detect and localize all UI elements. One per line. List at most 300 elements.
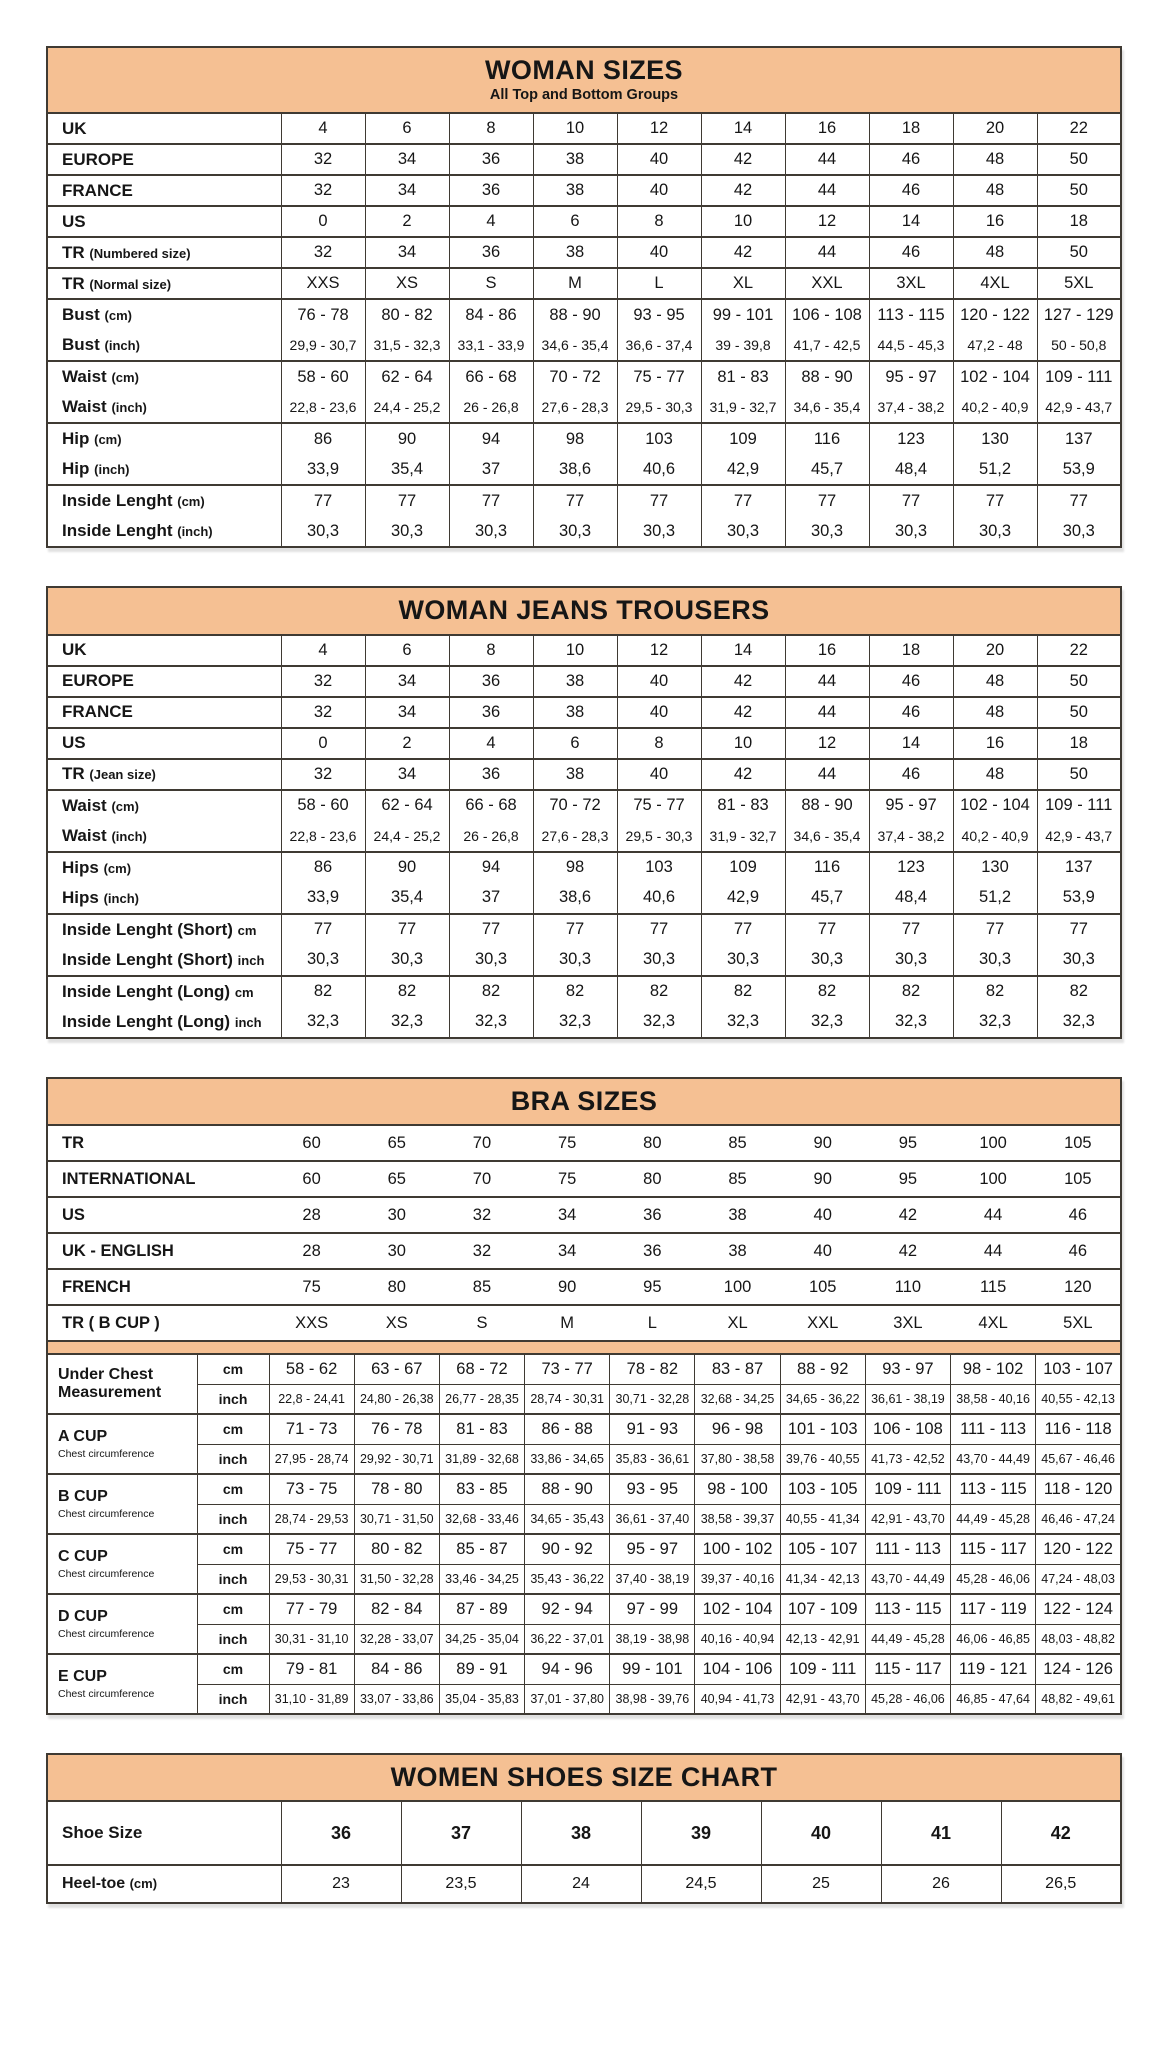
size-value-cell: 84 - 86	[354, 1654, 439, 1684]
row-label	[47, 976, 281, 1007]
size-value-cell: 24,5	[641, 1865, 761, 1903]
size-value-cell: 90	[525, 1269, 610, 1305]
size-value-cell: 30,3	[617, 516, 701, 547]
size-value-cell: 33,86 - 34,65	[525, 1444, 610, 1474]
size-value-cell: 77	[281, 485, 365, 516]
size-value-cell: 33,9	[281, 454, 365, 485]
row-label	[47, 361, 281, 392]
row-label-qualifier: (inch)	[111, 400, 147, 416]
row-label-qualifier: (inch)	[94, 462, 130, 478]
row-label	[47, 852, 281, 883]
size-value-cell: 36	[449, 759, 533, 790]
table-row	[47, 1197, 1121, 1233]
size-value-cell: 107 - 109	[780, 1594, 865, 1624]
size-value-cell: 45,7	[785, 454, 869, 485]
size-value-cell: 34,6 - 35,4	[533, 330, 617, 361]
size-value-cell: 47,24 - 48,03	[1036, 1564, 1121, 1594]
size-value-cell: 28,74 - 29,53	[269, 1504, 354, 1534]
size-value-cell: 29,92 - 30,71	[354, 1444, 439, 1474]
size-value-cell: 70 - 72	[533, 790, 617, 821]
row-label-text: Inside Lenght (Short)	[62, 949, 233, 969]
size-value-cell: 84 - 86	[449, 299, 533, 330]
size-value-cell: 32	[281, 237, 365, 268]
size-value-cell: 36	[610, 1197, 695, 1233]
size-value-cell: 36,6 - 37,4	[617, 330, 701, 361]
size-value-cell: L	[617, 268, 701, 299]
size-value-cell: XL	[695, 1305, 780, 1341]
size-value-cell: 30,3	[953, 516, 1037, 547]
table-title: WOMAN JEANS TROUSERS	[398, 595, 770, 626]
size-value-cell: 62 - 64	[365, 790, 449, 821]
size-value-cell: 48,4	[869, 454, 953, 485]
size-value-cell: 45,28 - 46,06	[865, 1684, 950, 1714]
row-label	[47, 330, 281, 361]
cup-sublabel: Chest circumference	[58, 1568, 155, 1581]
row-group	[47, 635, 1121, 666]
size-value-cell: 80	[354, 1269, 439, 1305]
size-value-cell: 77	[281, 914, 365, 945]
size-value-cell: 97 - 99	[610, 1594, 695, 1624]
row-label	[47, 790, 281, 821]
size-value-cell: 26 - 26,8	[449, 821, 533, 852]
size-value-cell: 105	[1036, 1125, 1121, 1161]
size-value-cell: 116 - 118	[1036, 1414, 1121, 1444]
cup-name: Under Chest Measurement	[58, 1365, 162, 1402]
size-value-cell: 37	[449, 883, 533, 914]
size-value-cell: 82 - 84	[354, 1594, 439, 1624]
size-value-cell: 32	[281, 144, 365, 175]
size-value-cell: 44	[951, 1197, 1036, 1233]
size-value-cell: 38,19 - 38,98	[610, 1624, 695, 1654]
size-value-cell: 51,2	[953, 883, 1037, 914]
row-label-text: Hips	[62, 887, 99, 907]
size-value-cell: 41,73 - 42,52	[865, 1444, 950, 1474]
row-label	[47, 299, 281, 330]
cup-sublabel: Chest circumference	[58, 1508, 155, 1521]
size-value-cell: 30,31 - 31,10	[269, 1624, 354, 1654]
size-value-cell: 95	[865, 1125, 950, 1161]
size-value-cell: 120	[1036, 1269, 1121, 1305]
row-group	[47, 485, 1121, 547]
size-value-cell: 12	[617, 113, 701, 144]
size-value-cell: 4	[449, 728, 533, 759]
size-value-cell: 77	[617, 914, 701, 945]
size-value-cell: 27,95 - 28,74	[269, 1444, 354, 1474]
size-value-cell: 29,9 - 30,7	[281, 330, 365, 361]
size-value-cell: 98 - 100	[695, 1474, 780, 1504]
size-value-cell: 20	[953, 113, 1037, 144]
size-value-cell: 42,9 - 43,7	[1037, 392, 1121, 423]
size-value-cell: 35,4	[365, 454, 449, 485]
size-value-cell: L	[610, 1305, 695, 1341]
size-value-cell: 10	[533, 635, 617, 666]
size-value-cell: 40,55 - 42,13	[1036, 1384, 1121, 1414]
size-value-cell: 14	[701, 635, 785, 666]
size-value-cell: 77	[365, 914, 449, 945]
table-row	[47, 392, 1121, 423]
size-value-cell: 30,3	[1037, 516, 1121, 547]
row-label-text: US	[62, 733, 86, 753]
row-group	[47, 728, 1121, 759]
size-value-cell: 34,6 - 35,4	[785, 392, 869, 423]
size-value-cell: 12	[785, 728, 869, 759]
row-label	[47, 1007, 281, 1038]
table-header	[47, 1754, 1121, 1801]
table-title-row	[47, 1754, 1121, 1801]
row-group	[47, 268, 1121, 299]
cup-inch-row	[47, 1564, 1121, 1594]
size-value-cell: 40	[780, 1233, 865, 1269]
unit-label-cm: cm	[197, 1534, 269, 1564]
size-value-cell: 77	[701, 914, 785, 945]
size-value-cell: 40	[617, 697, 701, 728]
size-value-cell: 46	[869, 697, 953, 728]
size-value-cell: 46	[869, 237, 953, 268]
size-value-cell: 8	[449, 635, 533, 666]
size-value-cell: 105	[780, 1269, 865, 1305]
size-value-cell: 12	[785, 206, 869, 237]
table-row	[47, 821, 1121, 852]
row-label-text: UK	[62, 640, 87, 660]
size-value-cell: 99 - 101	[610, 1654, 695, 1684]
size-value-cell: 24,4 - 25,2	[365, 821, 449, 852]
row-label	[47, 206, 281, 237]
size-value-cell: 8	[449, 113, 533, 144]
row-group	[47, 852, 1121, 914]
cup-sublabel: Chest circumference	[58, 1628, 155, 1641]
size-value-cell: 88 - 90	[785, 790, 869, 821]
size-value-cell: 86 - 88	[525, 1414, 610, 1444]
size-value-cell: 2	[365, 206, 449, 237]
size-value-cell: 116	[785, 423, 869, 454]
cup-sublabel: Chest circumference	[58, 1448, 155, 1461]
size-value-cell: 34	[365, 144, 449, 175]
size-value-cell: 111 - 113	[951, 1414, 1036, 1444]
size-value-cell: 76 - 78	[281, 299, 365, 330]
size-value-cell: 6	[533, 206, 617, 237]
size-value-cell: 81 - 83	[701, 790, 785, 821]
table-row	[47, 144, 1121, 175]
size-value-cell: 53,9	[1037, 883, 1121, 914]
size-value-cell: 88 - 90	[785, 361, 869, 392]
size-value-cell: 95 - 97	[869, 790, 953, 821]
size-value-cell: 44	[785, 759, 869, 790]
size-value-cell: 28	[269, 1233, 354, 1269]
table-row	[47, 1269, 1121, 1305]
row-label	[47, 454, 281, 485]
size-value-cell: 98 - 102	[951, 1354, 1036, 1384]
size-value-cell: 109 - 111	[1037, 361, 1121, 392]
size-value-cell: 46,06 - 46,85	[951, 1624, 1036, 1654]
size-value-cell: 77	[449, 485, 533, 516]
size-value-cell: 32,3	[701, 1007, 785, 1038]
row-group	[47, 237, 1121, 268]
row-label	[47, 113, 281, 144]
row-label-text: Hip	[62, 459, 90, 479]
size-value-cell: 82	[449, 976, 533, 1007]
row-label-qualifier: (cm)	[111, 798, 139, 814]
size-value-cell: 38	[533, 144, 617, 175]
table-row	[47, 697, 1121, 728]
size-value-cell: 42	[701, 144, 785, 175]
row-group	[47, 697, 1121, 728]
table-row	[47, 299, 1121, 330]
size-value-cell: 28,74 - 30,31	[525, 1384, 610, 1414]
size-value-cell: 82	[281, 976, 365, 1007]
row-label	[47, 1865, 281, 1903]
size-value-cell: 31,50 - 32,28	[354, 1564, 439, 1594]
size-value-cell: 39,76 - 40,55	[780, 1444, 865, 1474]
size-value-cell: 80	[610, 1125, 695, 1161]
row-label-qualifier: (Normal size)	[89, 276, 172, 292]
size-value-cell: 77	[1037, 485, 1121, 516]
size-value-cell: 86	[281, 423, 365, 454]
size-value-cell: 42,91 - 43,70	[780, 1684, 865, 1714]
cup-inch-row	[47, 1444, 1121, 1474]
size-value-cell: 83 - 85	[439, 1474, 524, 1504]
table-header	[47, 1078, 1121, 1125]
size-value-cell: 30,3	[869, 516, 953, 547]
size-value-cell: 42,9	[701, 454, 785, 485]
size-value-cell: 93 - 95	[617, 299, 701, 330]
size-value-cell: 20	[953, 635, 1037, 666]
cup-name: B CUP	[58, 1487, 108, 1505]
size-value-cell: 40	[617, 237, 701, 268]
size-value-cell: 42,9 - 43,7	[1037, 821, 1121, 852]
size-value-cell: 40,94 - 41,73	[695, 1684, 780, 1714]
size-value-cell: 18	[1037, 728, 1121, 759]
size-value-cell: 75	[525, 1161, 610, 1197]
row-group	[47, 1801, 1121, 1865]
row-label-qualifier: cm	[237, 922, 257, 938]
size-value-cell: 37	[401, 1801, 521, 1865]
size-value-cell: 38	[695, 1233, 780, 1269]
size-value-cell: 85	[695, 1125, 780, 1161]
size-value-cell: 38	[533, 697, 617, 728]
size-value-cell: 39,37 - 40,16	[695, 1564, 780, 1594]
size-value-cell: 101 - 103	[780, 1414, 865, 1444]
size-value-cell: 65	[354, 1161, 439, 1197]
size-value-cell: 90	[365, 423, 449, 454]
women-shoes-size-chart-table	[46, 1753, 1122, 1904]
size-value-cell: 77	[449, 914, 533, 945]
size-value-cell: 109 - 111	[865, 1474, 950, 1504]
cup-label	[47, 1534, 197, 1594]
size-value-cell: 78 - 82	[610, 1354, 695, 1384]
table-header	[47, 47, 1121, 113]
size-value-cell: 85	[695, 1161, 780, 1197]
size-value-cell: 35,83 - 36,61	[610, 1444, 695, 1474]
size-value-cell: 22,8 - 24,41	[269, 1384, 354, 1414]
table-row	[47, 945, 1121, 976]
size-value-cell: 30,3	[869, 945, 953, 976]
size-value-cell: 94	[449, 852, 533, 883]
size-value-cell: 82	[365, 976, 449, 1007]
size-value-cell: 81 - 83	[701, 361, 785, 392]
size-value-cell: 70	[439, 1125, 524, 1161]
size-value-cell: 37,4 - 38,2	[869, 821, 953, 852]
row-label-text: EUROPE	[62, 671, 134, 691]
size-value-cell: 4XL	[951, 1305, 1036, 1341]
size-value-cell: 77	[869, 485, 953, 516]
size-value-cell: 46,85 - 47,64	[951, 1684, 1036, 1714]
size-value-cell: 3XL	[869, 268, 953, 299]
size-value-cell: 40	[761, 1801, 881, 1865]
unit-label-cm: cm	[197, 1594, 269, 1624]
row-label	[47, 635, 281, 666]
size-value-cell: XXS	[281, 268, 365, 299]
row-label-qualifier: (inch)	[104, 338, 140, 354]
size-value-cell: 37,40 - 38,19	[610, 1564, 695, 1594]
table-row	[47, 454, 1121, 485]
size-value-cell: 50	[1037, 175, 1121, 206]
size-value-cell: 127 - 129	[1037, 299, 1121, 330]
size-value-cell: 50 - 50,8	[1037, 330, 1121, 361]
row-label	[47, 516, 281, 547]
size-value-cell: 30,3	[701, 516, 785, 547]
size-value-cell: 73 - 75	[269, 1474, 354, 1504]
size-value-cell: 111 - 113	[865, 1534, 950, 1564]
cup-inch-row	[47, 1624, 1121, 1654]
size-value-cell: 44,49 - 45,28	[865, 1624, 950, 1654]
size-value-cell: 22	[1037, 113, 1121, 144]
size-value-cell: XXS	[269, 1305, 354, 1341]
row-label-qualifier: inch	[234, 1014, 262, 1030]
size-value-cell: 65	[354, 1125, 439, 1161]
size-value-cell: 119 - 121	[951, 1654, 1036, 1684]
size-value-cell: 46	[869, 759, 953, 790]
table-row	[47, 852, 1121, 883]
size-value-cell: 36	[449, 237, 533, 268]
size-value-cell: 113 - 115	[869, 299, 953, 330]
size-value-cell: 78 - 80	[354, 1474, 439, 1504]
row-label	[47, 144, 281, 175]
row-group	[47, 144, 1121, 175]
size-value-cell: 77	[785, 914, 869, 945]
size-value-cell: 58 - 60	[281, 790, 365, 821]
row-label: UK - ENGLISH	[47, 1233, 269, 1269]
size-value-cell: 106 - 108	[785, 299, 869, 330]
size-value-cell: 37,80 - 38,58	[695, 1444, 780, 1474]
size-value-cell: 70 - 72	[533, 361, 617, 392]
size-value-cell: 73 - 77	[525, 1354, 610, 1384]
size-value-cell: 10	[533, 113, 617, 144]
size-value-cell: 26,5	[1001, 1865, 1121, 1903]
size-value-cell: 103	[617, 423, 701, 454]
size-value-cell: 95 - 97	[610, 1534, 695, 1564]
size-value-cell: 31,9 - 32,7	[701, 821, 785, 852]
size-value-cell: 40,2 - 40,9	[953, 392, 1037, 423]
table-title-row	[47, 587, 1121, 634]
size-value-cell: 32,68 - 33,46	[439, 1504, 524, 1534]
size-value-cell: 32	[281, 759, 365, 790]
row-group	[47, 206, 1121, 237]
size-value-cell: 22,8 - 23,6	[281, 392, 365, 423]
size-value-cell: 80 - 82	[365, 299, 449, 330]
size-value-cell: 40,16 - 40,94	[695, 1624, 780, 1654]
size-value-cell: 10	[701, 728, 785, 759]
table-row	[47, 666, 1121, 697]
size-value-cell: 93 - 95	[610, 1474, 695, 1504]
size-value-cell: 102 - 104	[953, 790, 1037, 821]
size-value-cell: 80 - 82	[354, 1534, 439, 1564]
row-group	[47, 759, 1121, 790]
size-value-cell: 77	[365, 485, 449, 516]
size-value-cell: 23,5	[401, 1865, 521, 1903]
size-value-cell: 66 - 68	[449, 361, 533, 392]
size-value-cell: 94 - 96	[525, 1654, 610, 1684]
row-group	[47, 361, 1121, 423]
table-row	[47, 1865, 1121, 1903]
size-value-cell: 39	[641, 1801, 761, 1865]
size-value-cell: 123	[869, 423, 953, 454]
row-label-qualifier: (cm)	[129, 1876, 158, 1892]
size-value-cell: 95	[865, 1161, 950, 1197]
size-value-cell: 38,6	[533, 454, 617, 485]
woman-jeans-trousers-table	[46, 586, 1122, 1038]
size-value-cell: 82	[1037, 976, 1121, 1007]
row-label-text: FRANCE	[62, 702, 133, 722]
cup-group	[47, 1414, 1121, 1474]
row-group	[47, 113, 1121, 144]
size-value-cell: 90	[365, 852, 449, 883]
row-label	[47, 1801, 281, 1865]
table-row	[47, 1161, 1121, 1197]
size-value-cell: 48,03 - 48,82	[1036, 1624, 1121, 1654]
table-row	[47, 423, 1121, 454]
cup-name: E CUP	[58, 1667, 107, 1685]
row-label-text: Inside Lenght	[62, 521, 173, 541]
table-title: BRA SIZES	[510, 1085, 658, 1116]
size-value-cell: 2	[365, 728, 449, 759]
table-title: WOMEN SHOES SIZE CHART	[390, 1762, 778, 1793]
size-value-cell: 115 - 117	[865, 1654, 950, 1684]
cup-label	[47, 1594, 197, 1654]
cup-group	[47, 1474, 1121, 1534]
table-title-band	[47, 47, 1121, 113]
size-value-cell: 34	[365, 759, 449, 790]
unit-label-inch: inch	[197, 1684, 269, 1714]
row-label	[47, 392, 281, 423]
size-value-cell: 35,04 - 35,83	[439, 1684, 524, 1714]
size-value-cell: 85 - 87	[439, 1534, 524, 1564]
size-value-cell: 33,9	[281, 883, 365, 914]
size-value-cell: 103 - 107	[1036, 1354, 1121, 1384]
size-value-cell: 35,4	[365, 883, 449, 914]
size-value-cell: 40,2 - 40,9	[953, 821, 1037, 852]
size-value-cell: 123	[869, 852, 953, 883]
size-value-cell: 16	[785, 113, 869, 144]
size-value-cell: 103	[617, 852, 701, 883]
size-value-cell: 89 - 91	[439, 1654, 524, 1684]
row-label	[47, 423, 281, 454]
size-value-cell: 24	[521, 1865, 641, 1903]
size-value-cell: 105 - 107	[780, 1534, 865, 1564]
size-value-cell: 115 - 117	[951, 1534, 1036, 1564]
size-value-cell: 27,6 - 28,3	[533, 392, 617, 423]
size-value-cell: 30	[354, 1197, 439, 1233]
cup-name: C CUP	[58, 1547, 108, 1565]
size-value-cell: 91 - 93	[610, 1414, 695, 1444]
size-value-cell: 30,3	[785, 516, 869, 547]
size-value-cell: 34	[525, 1233, 610, 1269]
size-value-cell: 22,8 - 23,6	[281, 821, 365, 852]
size-value-cell: 31,89 - 32,68	[439, 1444, 524, 1474]
unit-label-cm: cm	[197, 1414, 269, 1444]
size-value-cell: 75 - 77	[617, 361, 701, 392]
cup-label	[47, 1414, 197, 1474]
size-value-cell: 10	[701, 206, 785, 237]
